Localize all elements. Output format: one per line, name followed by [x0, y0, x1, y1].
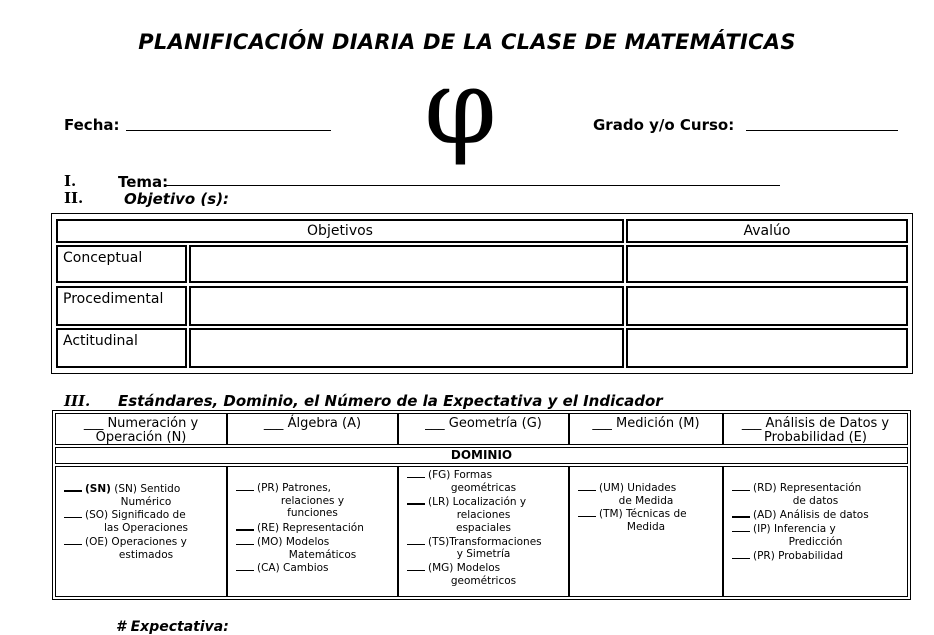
- header-datos[interactable]: ___ Análisis de Datos y Probabilidad (E): [723, 413, 908, 445]
- numeracion-dominio-list: [55, 466, 227, 597]
- list-item: y Simetría: [456, 548, 511, 561]
- medicion-dominio-list: [569, 466, 723, 597]
- checkbox-line[interactable]: [407, 535, 425, 545]
- list-item[interactable]: (RD) Representación: [724, 481, 907, 495]
- row-actitudinal-label: Actitudinal: [56, 328, 187, 368]
- grado-field[interactable]: [746, 130, 898, 131]
- numeracion-check[interactable]: ___: [83, 416, 104, 431]
- checkbox-line[interactable]: [64, 508, 82, 518]
- row-conceptual-label: Conceptual: [56, 245, 187, 283]
- checkbox-line[interactable]: [732, 481, 750, 491]
- checkbox-line[interactable]: [236, 520, 254, 531]
- checkbox-line[interactable]: [236, 535, 254, 545]
- list-item: geométricos: [450, 574, 517, 587]
- list-item: de Medida: [618, 494, 674, 507]
- checkbox-line[interactable]: [407, 561, 425, 571]
- list-item: geométricas: [450, 481, 517, 494]
- list-item: relaciones: [456, 509, 511, 522]
- list-item: estimados: [118, 548, 174, 561]
- fecha-label: Fecha:: [64, 116, 120, 134]
- dominio-header: DOMINIO: [55, 447, 908, 464]
- algebra-dominio-list: [227, 466, 398, 597]
- conceptual-avaluo-cell[interactable]: [626, 245, 908, 283]
- list-item: Numérico: [120, 495, 172, 508]
- list-item[interactable]: (LR) Localización y: [399, 494, 568, 509]
- standards-table: [52, 410, 911, 600]
- list-item[interactable]: (MO) Modelos: [228, 535, 397, 549]
- list-item: las Operaciones: [104, 522, 188, 535]
- estandares-heading: Estándares, Dominio, el Número de la Expectativa y el Indicador: [118, 392, 663, 410]
- list-item[interactable]: (OE) Operaciones y: [56, 535, 226, 549]
- list-item[interactable]: (RE) Representación: [228, 520, 397, 535]
- header-medicion[interactable]: ___ Medición (M): [569, 413, 723, 445]
- datos-check[interactable]: ___: [741, 416, 762, 431]
- list-item[interactable]: (PR) Probabilidad: [724, 549, 907, 563]
- objetivos-header: Objetivos: [56, 219, 624, 243]
- page-title: PLANIFICACIÓN DIARIA DE LA CLASE DE MATEMÁTICAS: [138, 30, 796, 54]
- checkbox-line[interactable]: [64, 481, 82, 492]
- list-item[interactable]: (SN) (SN) Sentido: [56, 481, 226, 496]
- list-item[interactable]: (IP) Inferencia y: [724, 522, 907, 536]
- tema-field[interactable]: [166, 185, 780, 186]
- checkbox-line[interactable]: [578, 507, 596, 517]
- section-ii-number: II.: [64, 189, 84, 207]
- procedimental-avaluo-cell[interactable]: [626, 286, 908, 326]
- checkbox-line[interactable]: [407, 494, 425, 505]
- list-item: funciones: [287, 507, 338, 520]
- geometria-check[interactable]: ___: [425, 416, 445, 431]
- list-item[interactable]: (FG) Formas: [399, 468, 568, 482]
- medicion-check[interactable]: ___: [592, 416, 612, 431]
- grado-label: Grado y/o Curso:: [593, 116, 735, 134]
- list-item: espaciales: [455, 521, 511, 534]
- actitudinal-avaluo-cell[interactable]: [626, 328, 908, 368]
- list-item[interactable]: (PR) Patrones,: [228, 481, 397, 495]
- checkbox-line[interactable]: [236, 561, 254, 571]
- algebra-check[interactable]: ___: [263, 416, 284, 431]
- list-item[interactable]: (CA) Cambios: [228, 561, 397, 575]
- section-iii-number: III.: [64, 392, 91, 410]
- list-item: Medida: [626, 521, 666, 534]
- list-item: de datos: [792, 494, 839, 507]
- objectives-table: [51, 213, 913, 374]
- checkbox-line[interactable]: [407, 468, 425, 478]
- avaluo-header: Avalúo: [626, 219, 908, 243]
- expectativa-label: # Expectativa:: [116, 619, 229, 635]
- list-item[interactable]: (AD) Análisis de datos: [724, 507, 907, 522]
- actitudinal-objetivo-cell[interactable]: [189, 328, 624, 368]
- header-algebra[interactable]: ___ Álgebra (A): [227, 413, 398, 445]
- list-item[interactable]: (UM) Unidades: [570, 481, 722, 495]
- tema-label: Tema:: [118, 173, 169, 191]
- checkbox-line[interactable]: [732, 507, 750, 518]
- checkbox-line[interactable]: [236, 481, 254, 491]
- header-numeracion[interactable]: ___ Numeración y Operación (N): [55, 413, 227, 445]
- phi-logo-icon: φ: [424, 46, 497, 168]
- list-item[interactable]: (MG) Modelos: [399, 561, 568, 575]
- datos-dominio-list: [723, 466, 908, 597]
- checkbox-line[interactable]: [578, 481, 596, 491]
- list-item: Matemáticos: [288, 548, 357, 561]
- objetivo-label: Objetivo (s):: [124, 190, 230, 208]
- list-item[interactable]: (SO) Significado de: [56, 508, 226, 522]
- checkbox-line[interactable]: [732, 549, 750, 559]
- section-i-number: I.: [64, 172, 77, 190]
- checkbox-line[interactable]: [732, 522, 750, 532]
- header-geometria[interactable]: ___ Geometría (G): [398, 413, 569, 445]
- checkbox-line[interactable]: [64, 535, 82, 545]
- list-item: relaciones y: [280, 494, 345, 507]
- row-procedimental-label: Procedimental: [56, 286, 187, 326]
- list-item: Predicción: [788, 535, 843, 548]
- list-item[interactable]: (TM) Técnicas de: [570, 507, 722, 521]
- geometria-dominio-list: [398, 466, 569, 597]
- list-item[interactable]: (TS)Transformaciones: [399, 535, 568, 549]
- procedimental-objetivo-cell[interactable]: [189, 286, 624, 326]
- conceptual-objetivo-cell[interactable]: [189, 245, 624, 283]
- fecha-field[interactable]: [126, 130, 331, 131]
